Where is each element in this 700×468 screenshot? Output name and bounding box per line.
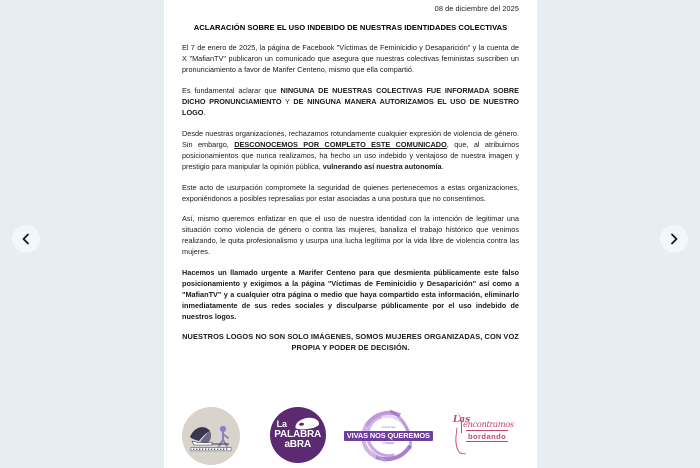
document-page <box>164 0 537 468</box>
chevron-left-icon <box>20 233 32 245</box>
logo-vivas-nos-queremos <box>346 407 430 465</box>
logo-palabra-line2: PALABRA <box>274 429 322 440</box>
carousel-next-button[interactable] <box>660 225 688 253</box>
paragraph-3: Desde nuestras organizaciones, rechazamos rotundamente cualquier expresión de violencia de género. Sin embargo, DESCONOCEMOS POR COMPLETO ESTE COMUNICADO, que, al atribuirnos posicionamientos que nunca realizamos, ha hecho un uso indebido y ventajoso de nuestra imagen y prestigio para manipular la opinión pública, vulnerando así nuestra autonomía. <box>182 128 519 171</box>
logo-bordando-line1: Las <box>452 415 471 425</box>
collective-logos-row <box>182 406 519 466</box>
paragraph-5: Así, mismo queremos enfatizar en que el uso de nuestra identidad con la intención de legitimar una situación como violencia de género o contra las mujeres, banaliza el trabajo histórico que venimos realizando, le quita profesionalismo y usurpa una lucha legítima por la vida libre de violencia contra las mujeres. <box>182 214 519 257</box>
chevron-right-icon <box>668 233 680 245</box>
logo-vivas-main: VIVAS NOS QUEREMOS <box>344 431 433 441</box>
thread-icon <box>454 427 469 454</box>
paragraph-2: Es fundamental aclarar que NINGUNA DE NUESTRAS COLECTIVAS FUE INFORMADA SOBRE DICHO PRONUNCIAMIENTO Y DE NINGUNA MANERA AUTORIZAMOS EL USO DE NUESTRO LOGO. <box>182 85 520 118</box>
logo-la-palabra-abra <box>270 407 328 465</box>
logo-bordando-script: encontramos <box>462 419 514 429</box>
carousel-prev-button[interactable] <box>12 225 40 253</box>
logo-palabra-line3: aBRA <box>284 439 311 450</box>
logo-vivas-bottom: Chiapas <box>382 440 395 445</box>
document-title: ACLARACIÓN SOBRE EL USO INDEBIDO DE NUESTRAS IDENTIDADES COLECTIVAS <box>193 22 508 32</box>
logo-las-bordando <box>449 408 519 464</box>
paragraph-6-demand: Hacemos un llamado urgente a Marifer Centeno para que desmienta públicamente este falso posicionamiento y exigimos a la página "Víctimas de Feminicidio y Desaparición" así como a "MafianTV" y a cualquier otra página o medio que haya compartido esta información, eliminarlo inmediatamente de sus redes sociales y disculparse públicamente por el uso indebido de nuestros logos. <box>182 267 519 322</box>
logo-palabra-line1: La <box>276 419 287 429</box>
logo-bordando-line2: bordando <box>467 431 507 441</box>
paragraph-1: El 7 de enero de 2025, la página de Facebook "Víctimas de Feminicidio y Desaparición" y la cuenta de X "MafianTV" publicaron un comunicado que asegura que nuestras colectivas feministas suscriben un pronunciamiento a favor de Marifer Centeno, mismo que ella compartió. <box>182 43 519 75</box>
paragraph-7-slogan: NUESTROS LOGOS NO SON SOLO IMÁGENES, SOMOS MUJERES ORGANIZADAS, CON VOZ PROPIA Y PODER DE DECISIÓN. <box>182 331 519 352</box>
document-date: 08 de diciembre del 2025 <box>434 4 519 13</box>
logo-condor <box>182 407 240 465</box>
logo-vivas-top: colectiva <box>381 425 396 429</box>
paragraph-4: Este acto de usurpación compromete la seguridad de quienes pertenecemos a estas organizaciones, exponiéndonos a posibles represalias por estar asociadas a una postura que no consentimos. <box>182 182 519 203</box>
